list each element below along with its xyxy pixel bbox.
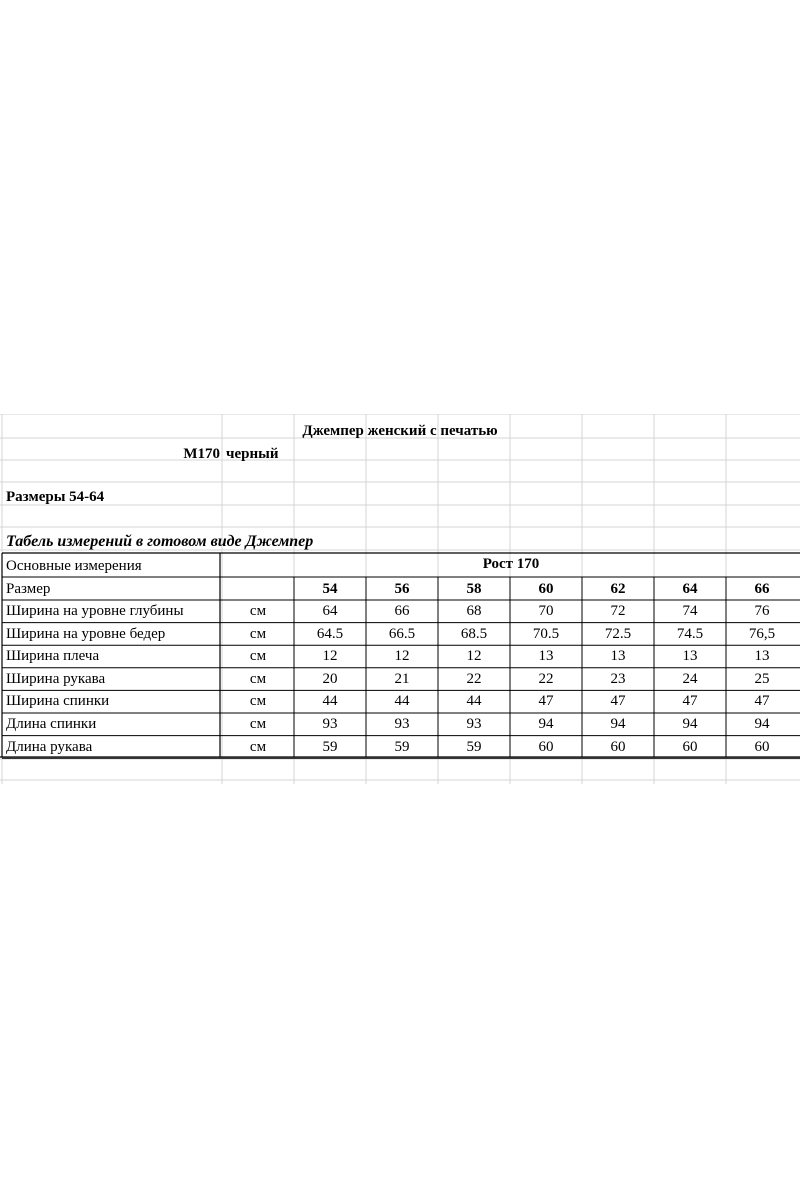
measurement-value: 93 <box>466 716 482 732</box>
measurement-value: 93 <box>322 716 338 732</box>
measurement-value: 20 <box>322 670 338 687</box>
measurement-value: 47 <box>610 693 626 710</box>
size-row-label: Размер <box>6 581 51 597</box>
measurement-value: 25 <box>754 670 770 687</box>
measurement-value: 60 <box>538 738 554 755</box>
measurement-value: 60 <box>610 738 626 755</box>
size-header-cell: 66 <box>754 581 770 597</box>
measurement-value: 59 <box>466 738 482 755</box>
measurement-value: 68.5 <box>460 625 488 642</box>
size-header-cell: 62 <box>610 581 626 597</box>
measurement-name: Ширина на уровне бедер <box>6 625 166 642</box>
measurement-name: Длина спинки <box>6 716 97 732</box>
measurement-value: 74.5 <box>676 625 704 642</box>
product-title: Джемпер женский с печатью <box>302 423 498 439</box>
size-header-cell: 54 <box>322 581 338 597</box>
measurement-value: 59 <box>394 738 410 755</box>
measurement-value: 12 <box>322 648 338 665</box>
measurement-value: 94 <box>538 716 554 732</box>
measurement-value: 93 <box>394 716 410 732</box>
size-header-cell: 56 <box>394 581 410 597</box>
measurement-value: 60 <box>682 738 698 755</box>
measurement-value: 47 <box>538 693 554 710</box>
measurement-value: 60 <box>754 738 770 755</box>
measurement-value: 94 <box>610 716 626 732</box>
measurement-unit: см <box>249 738 267 755</box>
measurement-value: 72 <box>610 603 626 619</box>
measurement-value: 24 <box>682 670 698 687</box>
measurement-value: 94 <box>754 716 770 732</box>
product-color: черный <box>226 446 279 462</box>
measurement-value: 76,5 <box>748 625 776 642</box>
measurement-value: 72.5 <box>604 625 632 642</box>
size-header-cell: 58 <box>466 581 482 597</box>
measurement-value: 68 <box>466 603 482 619</box>
measurement-value: 12 <box>466 648 482 665</box>
measurement-name: Длина рукава <box>6 738 93 755</box>
measurement-value: 66 <box>394 603 410 619</box>
measurement-value: 23 <box>610 670 626 687</box>
measurement-value: 44 <box>394 693 410 710</box>
measurement-value: 64.5 <box>316 625 344 642</box>
measurement-value: 74 <box>682 603 698 619</box>
measurement-value: 64 <box>322 603 338 619</box>
measurement-value: 13 <box>754 648 770 665</box>
measurement-value: 13 <box>538 648 554 665</box>
measurement-unit: см <box>249 625 267 642</box>
measurement-value: 94 <box>682 716 698 732</box>
measurement-value: 13 <box>682 648 698 665</box>
measurement-unit: см <box>249 693 267 710</box>
spreadsheet-area <box>0 414 800 784</box>
measurement-value: 70.5 <box>532 625 560 642</box>
measurement-unit: см <box>249 648 267 665</box>
measurement-name: Ширина спинки <box>6 693 110 710</box>
measurement-value: 47 <box>682 693 698 710</box>
measurement-name: Ширина на уровне глубины <box>6 603 184 619</box>
measurement-name: Ширина плеча <box>6 648 100 665</box>
sizes-range-label: Размеры 54-64 <box>6 489 105 505</box>
measurement-value: 66.5 <box>388 625 416 642</box>
measure-header: Основные измерения <box>6 558 142 574</box>
height-header: Рост 170 <box>482 556 540 572</box>
measurement-name: Ширина рукава <box>6 670 106 687</box>
measurement-value: 44 <box>466 693 482 710</box>
size-header-cell: 60 <box>538 581 554 597</box>
measurement-value: 22 <box>538 670 554 687</box>
measurement-value: 44 <box>322 693 338 710</box>
measurement-value: 12 <box>394 648 410 665</box>
measurement-value: 13 <box>610 648 626 665</box>
table-caption: Табель измерений в готовом виде Джемпер <box>6 533 314 550</box>
measurement-value: 59 <box>322 738 338 755</box>
measurement-unit: см <box>249 603 267 619</box>
measurement-unit: см <box>249 716 267 732</box>
measurement-value: 22 <box>466 670 482 687</box>
measurement-value: 76 <box>754 603 770 619</box>
measurement-unit: см <box>249 670 267 687</box>
measurement-value: 47 <box>754 693 770 710</box>
model-code: М170 <box>183 446 220 462</box>
measurement-value: 21 <box>394 670 410 687</box>
measurement-value: 70 <box>538 603 554 619</box>
size-header-cell: 64 <box>682 581 698 597</box>
